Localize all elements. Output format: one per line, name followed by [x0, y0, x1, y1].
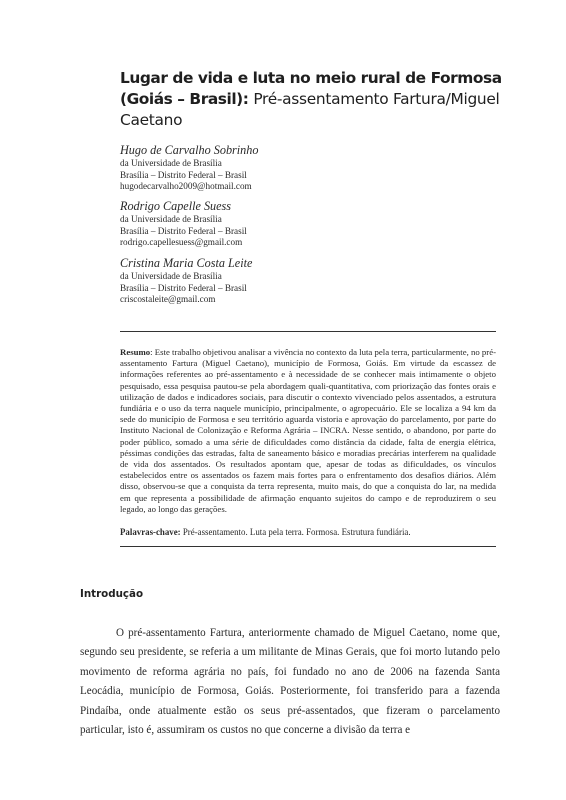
body-text	[80, 624, 500, 740]
keywords-text: Pré-assentamento. Luta pela terra. Formosa. Estrutura fundiária.	[180, 527, 411, 537]
author-email: criscostaleite@gmail.com	[120, 294, 216, 304]
author-email: rodrigo.capellesuess@gmail.com	[120, 237, 243, 247]
abstract-text: : Este trabalho objetivou analisar a vivência no contexto da luta pela terra, particularmente, no pré-assentamento Fartura (Miguel Caetano), município de Formosa, Goiás. Em virtude da escassez de informações referentes ao pré-assentamento e à necessidade de se conhecer mais intimamente o objeto pesquisado, essa pesquisa pautou-se pela abordagem quali-quantitativa, com priorização das fontes orais e utilização de dados e indicadores sociais, para discutir o contexto vivenciado pelos assentados, a estrutura fundiária e o uso da terra naquele município, principalmente, o agropecuário. Ele se localiza a 94 km da sede do município de Formosa e seu território aguarda vistoria e aprovação do parcelamento, por parte do Instituto Nacional de Colonização e Reforma Agrária – INCRA. Nesse sentido, o abandono, por parte do poder público, somado a uma série de dificuldades como distância da cidade, falta de energia elétrica, péssimas condições das estradas, falta de saneamento básico e moradias precárias interferem na qualidade de vida dos assentados. Os resultados apontam que, apesar de todas as dificuldades, os vínculos estabelecidos entre os assentados os fazem mais fortes para o enfrentamento dos desafios diários. Além disso, observou-se que a conquista da terra representa, muito mais, do que a conquista do lar, na medida em que representa a possibilidade de afirmação enquanto sujeitos do campo e de reproduzirem o seu legado, ao longo das gerações.	[120, 347, 496, 514]
author-name: Hugo de Carvalho Sobrinho	[120, 143, 259, 157]
keywords-label: Palavras-chave:	[120, 527, 181, 537]
author-block-3	[120, 256, 420, 306]
author-location: Brasília – Distrito Federal – Brasil	[120, 169, 247, 180]
abstract-top-divider	[120, 331, 496, 332]
author-location: Brasília – Distrito Federal – Brasil	[120, 225, 247, 236]
paper-title	[120, 68, 520, 131]
author-email: hugodecarvalho2009@hotmail.com	[120, 181, 252, 191]
author-affiliation: da Universidade de Brasília	[120, 271, 222, 281]
abstract	[120, 347, 496, 515]
author-name: Rodrigo Capelle Suess	[120, 199, 232, 213]
keywords	[120, 527, 496, 538]
author-affiliation: da Universidade de Brasília	[120, 214, 222, 224]
title-subtitle: Pré-assentamento Fartura/Miguel Caetano	[120, 90, 500, 129]
abstract-label: Resumo	[120, 347, 151, 357]
body-paragraph: O pré-assentamento Fartura, anteriormente chamado de Miguel Caetano, nome que, segundo seu presidente, se referia a um militante de Minas Gerais, que foi morto lutando pelo movimento de reforma agrária no país, foi fundado no ano de 2006 na fazenda Santa Leocádia, município de Formosa, Goiás. Posteriormente, foi transferido para a fazenda Pindaíba, onde atualmente estão os seus pré-assentados, que fizeram o parcelamento particular, isto é, assumiram os custos no que concerne a divisão da terra e	[80, 627, 500, 737]
title-main: Lugar de vida e luta no meio rural de Formosa (Goiás – Brasil):	[120, 69, 502, 108]
section-heading: Introdução	[80, 588, 144, 600]
author-affiliation: da Universidade de Brasília	[120, 158, 222, 168]
author-block-2	[120, 199, 420, 249]
author-block-1	[120, 143, 420, 193]
author-location: Brasília – Distrito Federal – Brasil	[120, 282, 247, 293]
abstract-bottom-divider	[120, 546, 496, 547]
author-name: Cristina Maria Costa Leite	[120, 256, 253, 270]
